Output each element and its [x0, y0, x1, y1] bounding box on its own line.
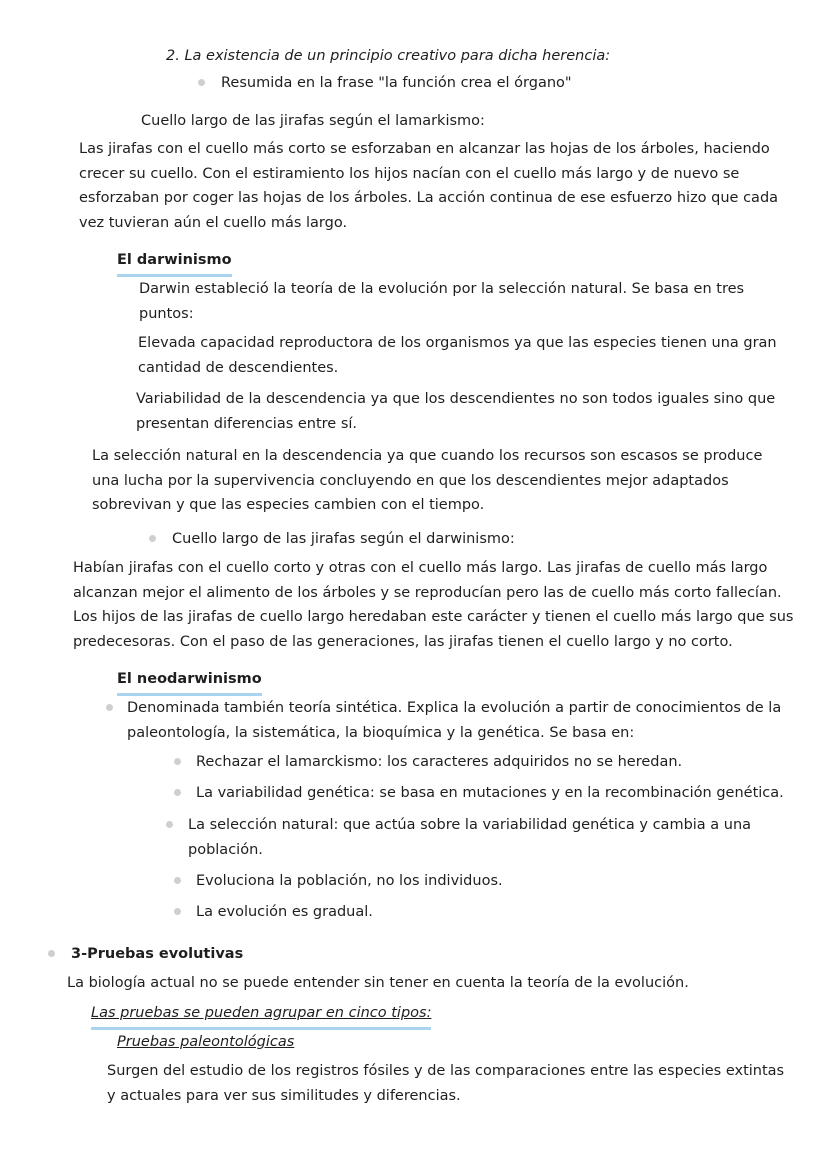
bullet-icon — [149, 535, 156, 542]
lamarckismo-point-2: 2. La existencia de un principio creativo para dicha herencia: — [166, 48, 611, 64]
neodarwinismo-item: Rechazar el lamarckismo: los caracteres adquiridos no se heredan. — [196, 754, 683, 770]
bullet-icon — [198, 79, 205, 86]
neodarwinismo-item: La variabilidad genética: se basa en mutaciones y en la recombinación genética. — [196, 785, 784, 801]
bullet-icon — [48, 950, 55, 957]
lamarckismo-point-2-sub: Resumida en la frase "la función crea el órgano" — [221, 75, 572, 91]
lamarckismo-jirafas-text: Las jirafas con el cuello más corto se esforzaban en alcanzar las hojas de los árboles, haciendo crecer su cuello. Con el estiramiento los hijos nacían con el cuello más largo y de nuevo se esforzaban por coger las hojas de los árboles. La acción continua de ese esfuerzo hizo que cada vez tuvieran aún el cuello más largo. — [79, 141, 779, 231]
darwinismo-intro: Darwin estableció la teoría de la evolución por la selección natural. Se basa en tres puntos: — [139, 281, 745, 322]
bullet-icon — [174, 908, 181, 915]
darwinismo-point-1: Elevada capacidad reproductora de los organismos ya que las especies tienen una gran cantidad de descendientes. — [138, 335, 777, 376]
neodarwinismo-item: La selección natural: que actúa sobre la variabilidad genética y cambia a una población. — [188, 817, 752, 858]
neodarwinismo-item: Evoluciona la población, no los individuos. — [196, 873, 503, 889]
pruebas-subheading — [91, 1001, 431, 1030]
pruebas-subheading-text: Las pruebas se pueden agrupar en cinco tipos: — [91, 1001, 431, 1030]
bullet-icon — [174, 789, 181, 796]
bullet-icon — [106, 704, 113, 711]
pruebas-paleontologicas-text: Surgen del estudio de los registros fósiles y de las comparaciones entre las especies extintas y actuales para ver sus similitudes y diferencias. — [107, 1063, 785, 1104]
bullet-icon — [166, 821, 173, 828]
pruebas-heading: 3-Pruebas evolutivas — [71, 946, 244, 962]
darwinismo-point-3: La selección natural en la descendencia ya que cuando los recursos son escasos se produce una lucha por la supervivencia concluyendo en que los descendientes mejor adaptados sobrevivan y que las especies cambien con el tiempo. — [92, 448, 763, 513]
pruebas-paleontologicas-heading: Pruebas paleontológicas — [117, 1034, 295, 1050]
neodarwinismo-heading — [117, 667, 262, 696]
bullet-icon — [174, 758, 181, 765]
neodarwinismo-item: La evolución es gradual. — [196, 904, 373, 920]
lamarckismo-jirafas-title: Cuello largo de las jirafas según el lamarkismo: — [141, 113, 485, 129]
darwinismo-jirafas-text: Habían jirafas con el cuello corto y otras con el cuello más largo. Las jirafas de cuello más largo alcanzan mejor el alimento de los árboles y se reproducían pero las de cuello más corto fallecían. Los hijos de las jirafas de cuello largo heredaban este carácter y tienen el cuello más largo que sus predecesoras. Con el paso de las generaciones, las jirafas tienen el cuello largo y no corto. — [73, 560, 794, 650]
neodarwinismo-heading-text: El neodarwinismo — [117, 667, 262, 696]
bullet-icon — [174, 877, 181, 884]
darwinismo-point-2: Variabilidad de la descendencia ya que los descendientes no son todos iguales sino que presentan diferencias entre sí. — [136, 391, 776, 432]
neodarwinismo-intro: Denominada también teoría sintética. Explica la evolución a partir de conocimientos de la paleontología, la sistemática, la bioquímica y la genética. Se basa en: — [127, 700, 782, 741]
darwinismo-heading — [117, 248, 232, 277]
darwinismo-heading-text: El darwinismo — [117, 248, 232, 277]
pruebas-intro: La biología actual no se puede entender sin tener en cuenta la teoría de la evolución. — [67, 975, 689, 991]
darwinismo-jirafas-title: Cuello largo de las jirafas según el darwinismo: — [172, 531, 515, 547]
